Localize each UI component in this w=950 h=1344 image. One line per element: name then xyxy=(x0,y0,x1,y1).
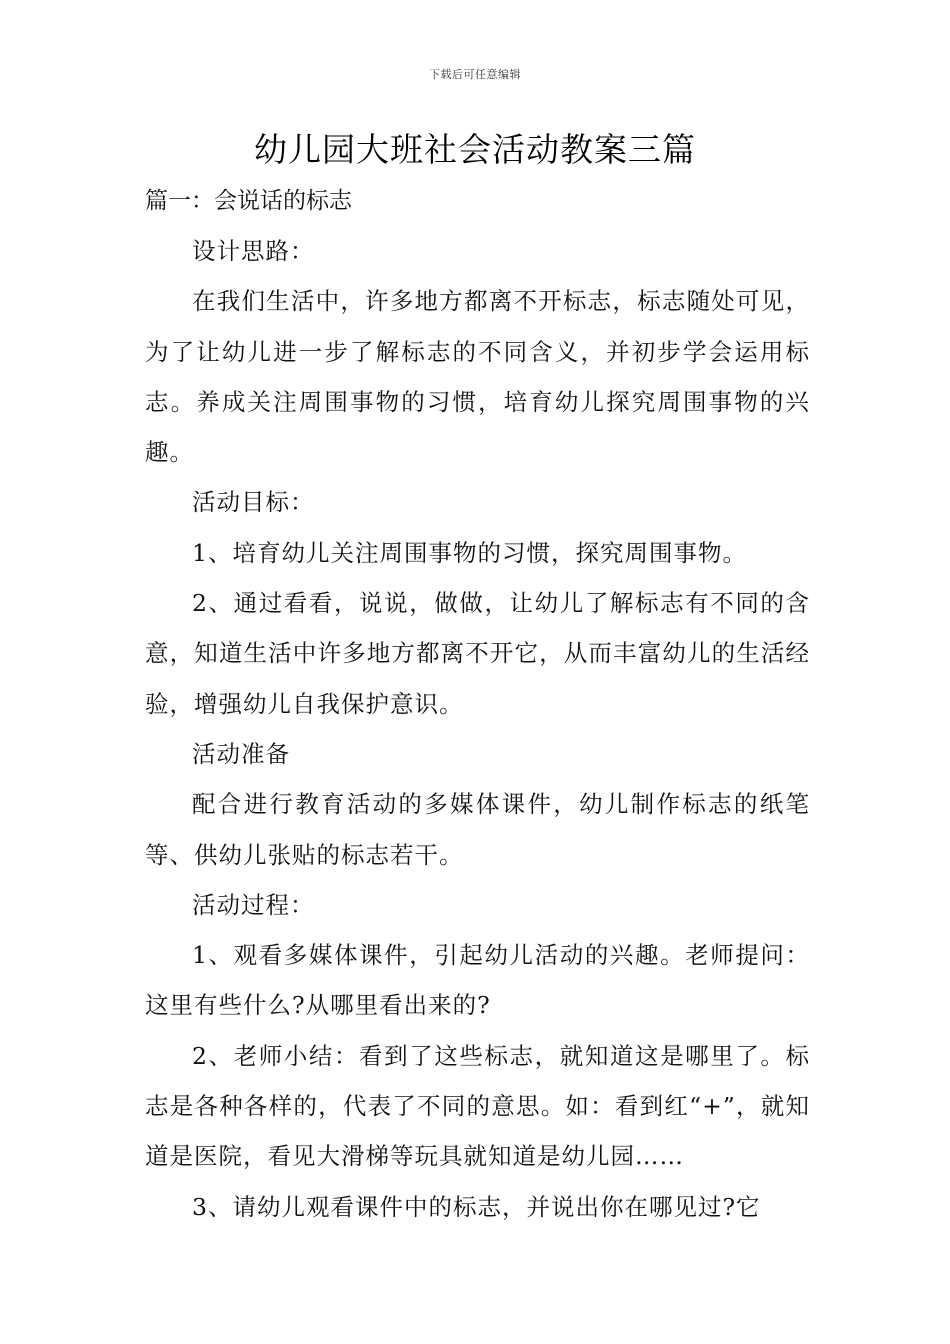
section-heading: 篇一：会说话的标志 xyxy=(145,188,352,214)
paragraph-goal-1: 1、培育幼儿关注周围事物的习惯，探究周围事物。 xyxy=(192,538,747,567)
subheading-design-idea: 设计思路： xyxy=(192,237,315,265)
paragraph-design-idea: 在我们生活中，许多地方都离不开标志，标志随处可见，为了让幼儿进一步了解标志的不同含义，并初步学会运用标志。养成关注周围事物的习惯，培育幼儿探究周围事物的兴趣。 xyxy=(145,287,810,467)
paragraph-process-1: 1、观看多媒体课件，引起幼儿活动的兴趣。老师提问：这里有些什么?从哪里看出来的? xyxy=(145,941,810,1020)
paragraph-goal-2: 2、通过看看，说说，做做，让幼儿了解标志有不同的含意，知道生活中许多地方都离不开它，从而丰富幼儿的生活经验，增强幼儿自我保护意识。 xyxy=(145,589,810,718)
document-title: 幼儿园大班社会活动教案三篇 xyxy=(254,130,696,169)
subheading-activity-preparation: 活动准备 xyxy=(192,739,290,768)
subheading-activity-goals: 活动目标： xyxy=(192,488,315,517)
header-note: 下载后可任意编辑 xyxy=(429,68,521,81)
document-body xyxy=(145,176,810,1232)
paragraph-process-3: 3、请幼儿观看课件中的标志，并说出你在哪见过?它 xyxy=(192,1192,761,1221)
subheading-activity-process: 活动过程： xyxy=(192,890,315,919)
paragraph-preparation: 配合进行教育活动的多媒体课件，幼儿制作标志的纸笔等、供幼儿张贴的标志若干。 xyxy=(145,790,810,869)
paragraph-process-2: 2、老师小结：看到了这些标志，就知道这是哪里了。标志是各种各样的，代表了不同的意思。如：看到红“+”，就知道是医院，看见大滑梯等玩具就知道是幼儿园…… xyxy=(145,1041,810,1171)
